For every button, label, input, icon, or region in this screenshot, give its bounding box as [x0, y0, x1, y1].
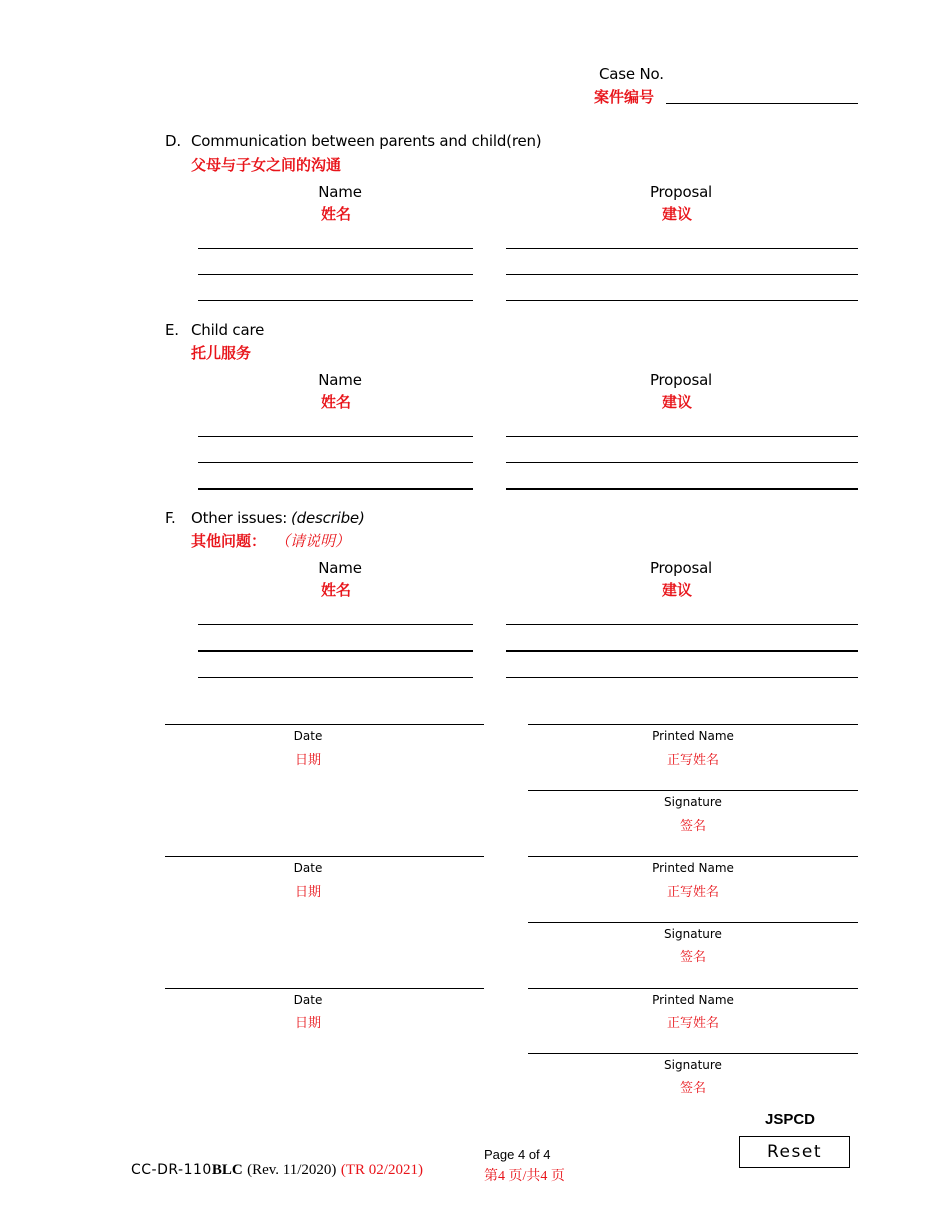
section-e-proposal-header-zh: 建议	[661, 393, 692, 411]
section-e-proposal-line-3[interactable]	[506, 488, 858, 490]
section-f-proposal-header-zh: 建议	[661, 581, 692, 599]
section-e-proposal-line-1[interactable]	[506, 436, 858, 437]
section-d-proposal-header-zh: 建议	[661, 205, 692, 223]
section-d-title-zh: 父母与子女之间的沟通	[191, 156, 342, 174]
section-e-name-header-zh: 姓名	[320, 393, 351, 411]
section-d-letter: D.	[165, 132, 181, 150]
signature-label-zh-1: 签名	[679, 819, 706, 834]
section-f-proposal-header: Proposal	[649, 559, 713, 577]
case-no-label: Case No.	[599, 65, 664, 83]
section-d-name-line-2[interactable]	[198, 274, 473, 275]
date-label-3: Date	[293, 993, 323, 1007]
section-f-letter: F.	[165, 509, 176, 527]
case-no-label-zh: 案件编号	[594, 88, 655, 106]
section-e-name-line-1[interactable]	[198, 436, 473, 437]
section-f-title-note: (describe)	[291, 509, 365, 527]
printed-name-label-1: Printed Name	[652, 729, 734, 743]
section-f-name-header-zh: 姓名	[320, 581, 351, 599]
printed-name-line-2[interactable]	[528, 856, 858, 857]
form-id	[131, 1162, 423, 1179]
case-no-field[interactable]	[666, 86, 858, 104]
date-label-zh-3: 日期	[294, 1016, 321, 1031]
date-label-zh-2: 日期	[294, 885, 321, 900]
section-e-title: Child care	[191, 321, 265, 339]
reset-button[interactable]: Reset	[739, 1136, 850, 1168]
page-number: Page 4 of 4	[484, 1147, 551, 1162]
section-f-proposal-line-1[interactable]	[506, 624, 858, 625]
signature-line-2[interactable]	[528, 922, 858, 923]
section-e-name-header: Name	[318, 371, 362, 389]
section-f-title-note-zh: （请说明）	[275, 532, 351, 550]
section-f-proposal-line-3[interactable]	[506, 677, 858, 678]
printed-name-line-1[interactable]	[528, 724, 858, 725]
form-id-suffix: BLC	[211, 1162, 243, 1178]
section-f-name-header: Name	[318, 559, 362, 577]
date-label-1: Date	[293, 729, 323, 743]
section-d-name-line-3[interactable]	[198, 300, 473, 301]
printed-name-label-zh-1: 正写姓名	[666, 753, 719, 768]
signature-line-1[interactable]	[528, 790, 858, 791]
signature-label-zh-2: 签名	[679, 950, 706, 965]
section-d-proposal-line-3[interactable]	[506, 300, 858, 301]
section-e-name-line-3[interactable]	[198, 488, 473, 490]
section-d-name-header: Name	[318, 183, 362, 201]
section-e-title-zh: 托儿服务	[191, 344, 252, 362]
section-f-name-line-1[interactable]	[198, 624, 473, 625]
date-line-2[interactable]	[165, 856, 484, 857]
section-d-title: Communication between parents and child(ren)	[191, 132, 542, 150]
section-d-name-header-zh: 姓名	[320, 205, 351, 223]
section-f-proposal-line-2[interactable]	[506, 650, 858, 652]
form-id-number: CC-DR-110	[131, 1162, 212, 1178]
signature-label-zh-3: 签名	[679, 1081, 706, 1096]
signature-label-2: Signature	[664, 927, 722, 941]
section-e-letter: E.	[165, 321, 179, 339]
signature-label-3: Signature	[664, 1058, 722, 1072]
form-revision: (Rev. 11/2020)	[247, 1162, 337, 1178]
date-line-1[interactable]	[165, 724, 484, 725]
section-d-proposal-line-2[interactable]	[506, 274, 858, 275]
printed-name-label-3: Printed Name	[652, 993, 734, 1007]
page-number-zh: 第4 页/共4 页	[484, 1169, 565, 1184]
section-d-proposal-header: Proposal	[649, 183, 713, 201]
signature-line-3[interactable]	[528, 1053, 858, 1054]
form-code: JSPCD	[765, 1111, 816, 1128]
signature-label-1: Signature	[664, 795, 722, 809]
date-label-2: Date	[293, 861, 323, 875]
section-f-title-zh: 其他问题：	[191, 532, 267, 550]
date-label-zh-1: 日期	[294, 753, 321, 768]
section-e-proposal-header: Proposal	[649, 371, 713, 389]
printed-name-label-zh-2: 正写姓名	[666, 885, 719, 900]
form-translation-revision: (TR 02/2021)	[340, 1162, 423, 1178]
section-d-name-line-1[interactable]	[198, 248, 473, 249]
printed-name-line-3[interactable]	[528, 988, 858, 989]
section-d-proposal-line-1[interactable]	[506, 248, 858, 249]
printed-name-label-zh-3: 正写姓名	[666, 1016, 719, 1031]
section-e-name-line-2[interactable]	[198, 462, 473, 463]
section-f-name-line-3[interactable]	[198, 677, 473, 678]
section-f-title: Other issues:	[191, 509, 288, 527]
printed-name-label-2: Printed Name	[652, 861, 734, 875]
section-e-proposal-line-2[interactable]	[506, 462, 858, 463]
section-f-name-line-2[interactable]	[198, 650, 473, 652]
date-line-3[interactable]	[165, 988, 484, 989]
